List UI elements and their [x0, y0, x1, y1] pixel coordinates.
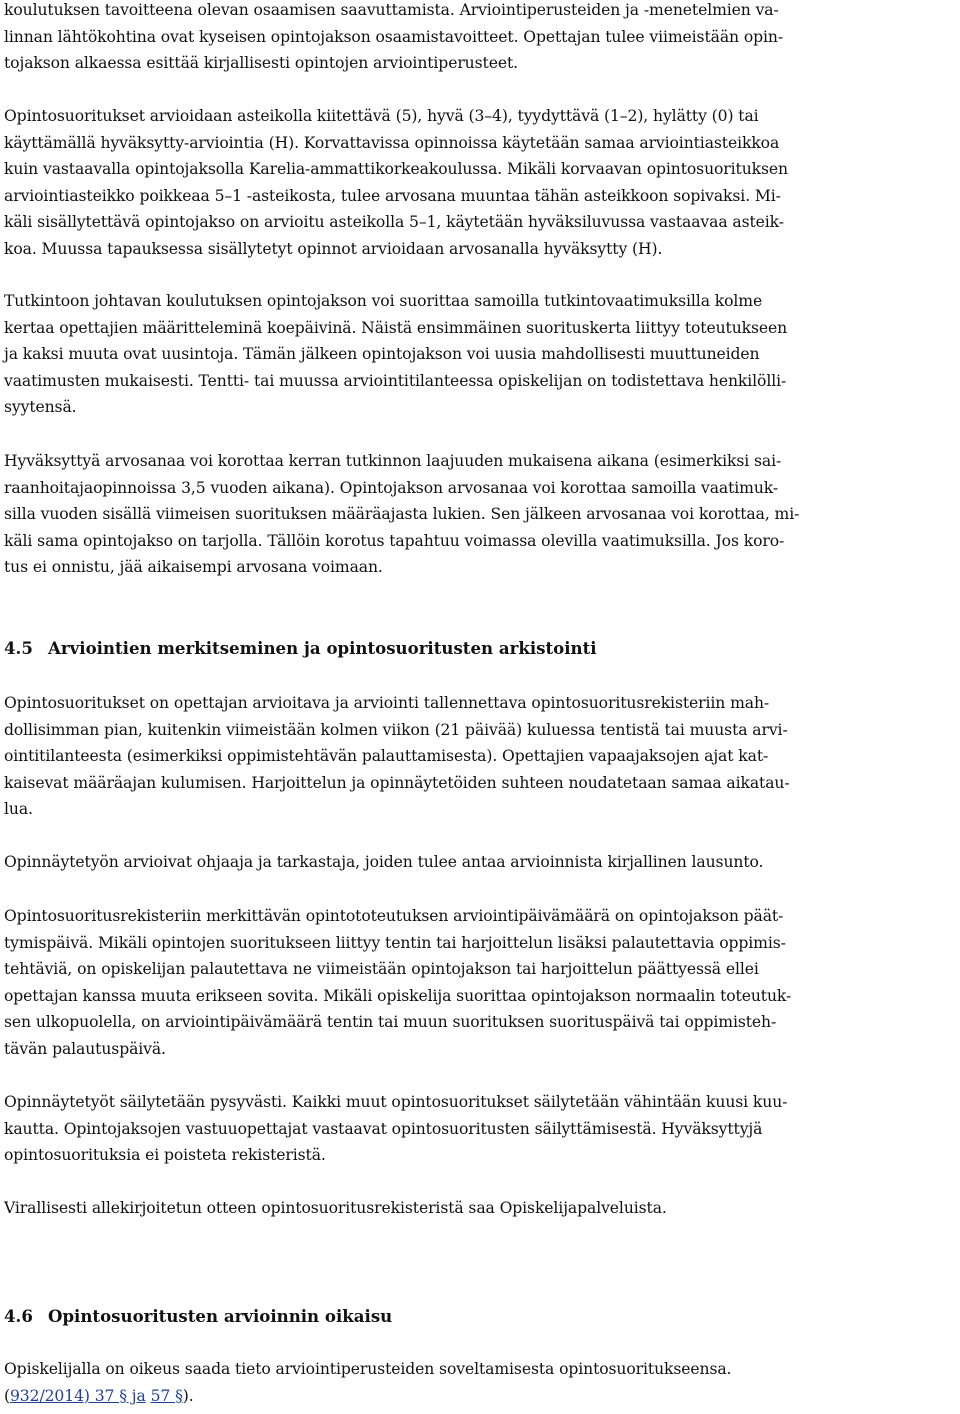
text-line: tymispäivä. Mikäli opintojen suoritukseen liittyy tentin tai harjoittelun lisäksi palautettavia oppimis- [4, 933, 786, 952]
text-line: arviointiasteikko poikkeaa 5–1 -asteikosta, tulee arvosana muuntaa tähän asteikkoon sopivaksi. Mi- [4, 186, 781, 205]
text-line: Opintosuoritusrekisteriin merkittävän opintototeutuksen arviointipäivämäärä on opintojakson päät- [4, 907, 784, 925]
text-line: opintosuorituksia ei poisteta rekisteristä. [4, 1146, 326, 1165]
text-line: kuin vastaavalla opintojaksolla Karelia-ammattikorkeakoulussa. Mikäli korvaavan opintosuorituksen [4, 160, 788, 179]
paragraph-recording-deadline [4, 690, 954, 823]
text-line: tehtäviä, on opiskelijan palautettava ne viimeistään opintojakson tai harjoittelun päättyessä ellei [4, 960, 759, 979]
text-line: Opinnäytetyöt säilytetään pysyvästi. Kaikki muut opintosuoritukset säilytetään vähintään kuusi kuu- [4, 1093, 788, 1111]
section-heading-4-5 [4, 635, 954, 661]
paragraph-retention [4, 1089, 954, 1169]
text-line: kaisevat määräajan kulumisen. Harjoittelun ja opinnäytetöiden suhteen noudatetaan samaa aikatau- [4, 773, 790, 792]
text-line: Opintosuoritukset on opettajan arvioitava ja arviointi tallennettava opintosuoritusrekisteriin mah- [4, 694, 770, 712]
text-line: Opiskelijalla on oikeus saada tieto arviointiperusteiden soveltamisesta opintosuoritukseensa. [4, 1360, 732, 1378]
text-line: koa. Muussa tapauksessa sisällytetyt opinnot arvioidaan arvosanalla hyväksytty (H). [4, 239, 663, 258]
text-line: Opintosuoritukset arvioidaan asteikolla kiitettävä (5), hyvä (3–4), tyydyttävä (1–2), hylätty (0) tai [4, 107, 759, 125]
section-number: 4.5 [4, 638, 33, 658]
text-line: käli sisällytettävä opintojakso on arvioitu asteikolla 5–1, käytetään hyväksiluvussa vastaavaa asteik- [4, 213, 784, 232]
paragraph-thesis-evaluation [4, 849, 954, 876]
text-line: raanhoitajaopinnoissa 3,5 vuoden aikana). Opintojakson arvosanaa voi korottaa samoilla vaatimuk- [4, 478, 779, 497]
text-line: tus ei onnistu, jää aikaisempi arvosana voimaan. [4, 558, 383, 577]
section-heading-4-6 [4, 1303, 954, 1329]
text-line: ointitilanteesta (esimerkiksi oppimistehtävän palauttamisesta). Opettajien vapaajaksojen ajat kat- [4, 747, 769, 766]
section-title: Arviointien merkitseminen ja opintosuoritusten arkistointi [48, 638, 597, 658]
text-line: lua. [4, 800, 33, 819]
law-reference-link-37[interactable]: 932/2014) 37 § ja [9, 1386, 146, 1405]
text-line: käyttämällä hyväksytty-arviointia (H). Korvattavissa opinnoissa käytetään samaa arviointiasteikkoa [4, 133, 780, 152]
paragraph-assessment-date [4, 903, 954, 1063]
text-line: kertaa opettajien määritteleminä koepäivinä. Näistä ensimmäinen suorituskerta liittyy toteutukseen [4, 318, 788, 337]
paragraph-assessment-criteria [4, 0, 954, 77]
heading-row [4, 635, 954, 661]
section-number: 4.6 [4, 1306, 33, 1326]
text-line: linnan lähtökohtina ovat kyseisen opintojakson osaamistavoitteet. Opettajan tulee viimeistään opin- [4, 27, 783, 46]
reference-open-paren: ( [4, 1386, 10, 1405]
text-line: vaatimusten mukaisesti. Tentti- tai muussa arviointitilanteessa opiskelijan on todistettava henkilölli- [4, 371, 787, 390]
paragraph-grading-scale [4, 103, 954, 263]
text-line: Virallisesti allekirjoitetun otteen opintosuoritusrekisteristä saa Opiskelijapalveluista. [4, 1199, 667, 1217]
reference-close: ). [182, 1386, 194, 1405]
text-line: tävän palautuspäivä. [4, 1039, 166, 1058]
text-line: tojakson alkaessa esittää kirjallisesti opintojen arviointiperusteet. [4, 54, 518, 73]
reference-line [4, 1383, 954, 1410]
text-line: Tutkintoon johtavan koulutuksen opintojakson voi suorittaa samoilla tutkintovaatimuksilla kolme [4, 292, 763, 310]
paragraph-grade-improvement [4, 448, 954, 581]
section-title: Opintosuoritusten arvioinnin oikaisu [48, 1306, 393, 1326]
text-line: ja kaksi muuta ovat uusintoja. Tämän jälkeen opintojakson voi uusia mahdollisesti muuttuneiden [4, 345, 760, 364]
law-reference-link-57[interactable]: 57 § [150, 1386, 183, 1405]
heading-row [4, 1303, 954, 1329]
text-line: silla vuoden sisällä viimeisen suorituksen määräajasta lukien. Sen jälkeen arvosanaa voi korottaa, mi- [4, 505, 800, 524]
text-line: sen ulkopuolella, on arviointipäivämäärä tentin tai muun suorituksen suorituspäivä tai oppimisteh- [4, 1013, 777, 1032]
paragraph-assessment-correction [4, 1356, 954, 1409]
text-line: koulutuksen tavoitteena olevan osaamisen saavuttamista. Arviointiperusteiden ja -menetelmien va- [4, 1, 779, 19]
text-line: opettajan kanssa muuta erikseen sovita. Mikäli opiskelija suorittaa opintojakson normaalin toteutuk- [4, 986, 792, 1005]
paragraph-exam-attempts [4, 288, 954, 421]
text-line: Opinnäytetyön arvioivat ohjaaja ja tarkastaja, joiden tulee antaa arvioinnista kirjallinen lausunto. [4, 853, 764, 871]
text-line: Hyväksyttyä arvosanaa voi korottaa kerran tutkinnon laajuuden mukaisena aikana (esimerkiksi sai- [4, 452, 782, 470]
text-line: syytensä. [4, 398, 77, 417]
text-line: kautta. Opintojaksojen vastuuopettajat vastaavat opintosuoritusten säilyttämisestä. Hyväksyttyjä [4, 1119, 763, 1138]
text-line: dollisimman pian, kuitenkin viimeistään kolmen viikon (21 päivää) kuluessa tentistä tai muusta arvi- [4, 720, 788, 739]
paragraph-official-transcript [4, 1195, 954, 1222]
text-line: käli sama opintojakso on tarjolla. Tällöin korotus tapahtuu voimassa olevilla vaatimuksilla. Jos koro- [4, 531, 785, 550]
